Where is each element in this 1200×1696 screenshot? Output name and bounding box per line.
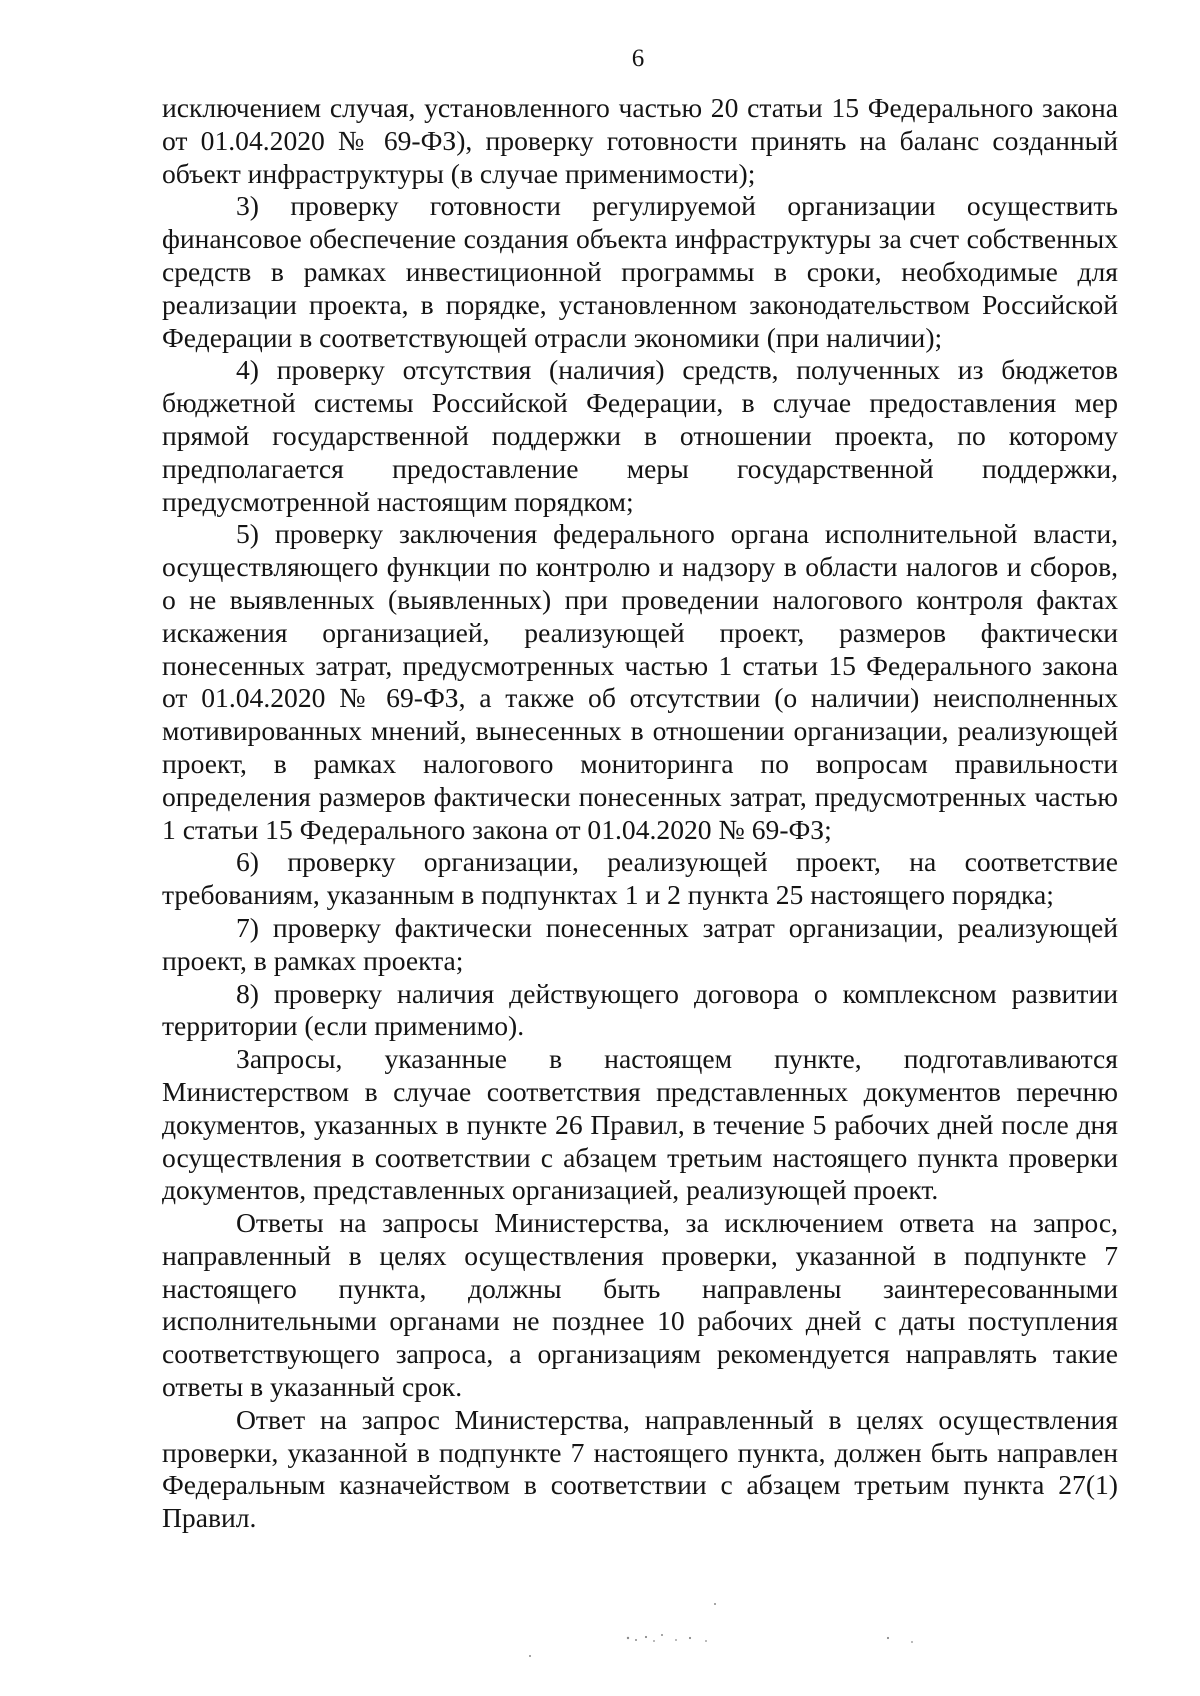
paragraph-item-8: 8) проверку наличия действующего договора о комплексном развитии территории (если применимо).	[162, 977, 1118, 1042]
paragraph-item-7: 7) проверку фактически понесенных затрат организации, реализующей проект, в рамках проекта;	[162, 911, 1118, 976]
scan-noise-specks	[0, 1600, 1200, 1696]
document-body	[162, 92, 1118, 1535]
paragraph-continuation: исключением случая, установленного частью 20 статьи 15 Федерального закона от 01.04.2020 № 69-ФЗ), проверку готовности принять на баланс созданный объект инфраструктуры (в случае применимости);	[162, 92, 1118, 189]
paragraph-responses: Ответы на запросы Министерства, за исключением ответа на запрос, направленный в целях осуществления проверки, указанной в подпункте 7 настоящего пункта, должны быть направлены заинтересованными исполнительными органами не позднее 10 рабочих дней с даты поступления соответствующего запроса, а организациям рекомендуется направлять такие ответы в указанный срок.	[162, 1207, 1118, 1403]
page-number: 6	[631, 45, 645, 72]
paragraph-item-5: 5) проверку заключения федерального органа исполнительной власти, осуществляющего функции по контролю и надзору в области налогов и сборов, о не выявленных (выявленных) при проведении налогового контроля фактах искажения организацией, реализующей проект, размеров фактически понесенных затрат, предусмотренных частью 1 статьи 15 Федерального закона от 01.04.2020 № 69-ФЗ, а также об отсутствии (о наличии) неисполненных мотивированных мнений, вынесенных в отношении организации, реализующей проект, в рамках налогового мониторинга по вопросам правильности определения размеров фактически понесенных затрат, предусмотренных частью 1 статьи 15 Федерального закона от 01.04.2020 № 69-ФЗ;	[162, 518, 1118, 845]
paragraph-requests: Запросы, указанные в настоящем пункте, подготавливаются Министерством в случае соответствия представленных документов перечню документов, указанных в пункте 26 Правил, в течение 5 рабочих дней после дня осуществления в соответствии с абзацем третьим настоящего пункта проверки документов, представленных организацией, реализующей проект.	[162, 1043, 1118, 1206]
paragraph-item-3: 3) проверку готовности регулируемой организации осуществить финансовое обеспечение создания объекта инфраструктуры за счет собственных средств в рамках инвестиционной программы в сроки, необходимые для реализации проекта, в порядке, установленном законодательством Российской Федерации в соответствующей отрасли экономики (при наличии);	[162, 190, 1118, 353]
paragraph-item-6: 6) проверку организации, реализующей проект, на соответствие требованиям, указанным в подпунктах 1 и 2 пункта 25 настоящего порядка;	[162, 846, 1118, 911]
paragraph-item-4: 4) проверку отсутствия (наличия) средств, полученных из бюджетов бюджетной системы Российской Федерации, в случае предоставления мер прямой государственной поддержки в отношении проекта, по которому предполагается предоставление меры государственной поддержки, предусмотренной настоящим порядком;	[162, 354, 1118, 517]
paragraph-treasury-response: Ответ на запрос Министерства, направленный в целях осуществления проверки, указанной в подпункте 7 настоящего пункта, должен быть направлен Федеральным казначейством в соответствии с абзацем третьим пункта 27(1) Правил.	[162, 1403, 1118, 1534]
